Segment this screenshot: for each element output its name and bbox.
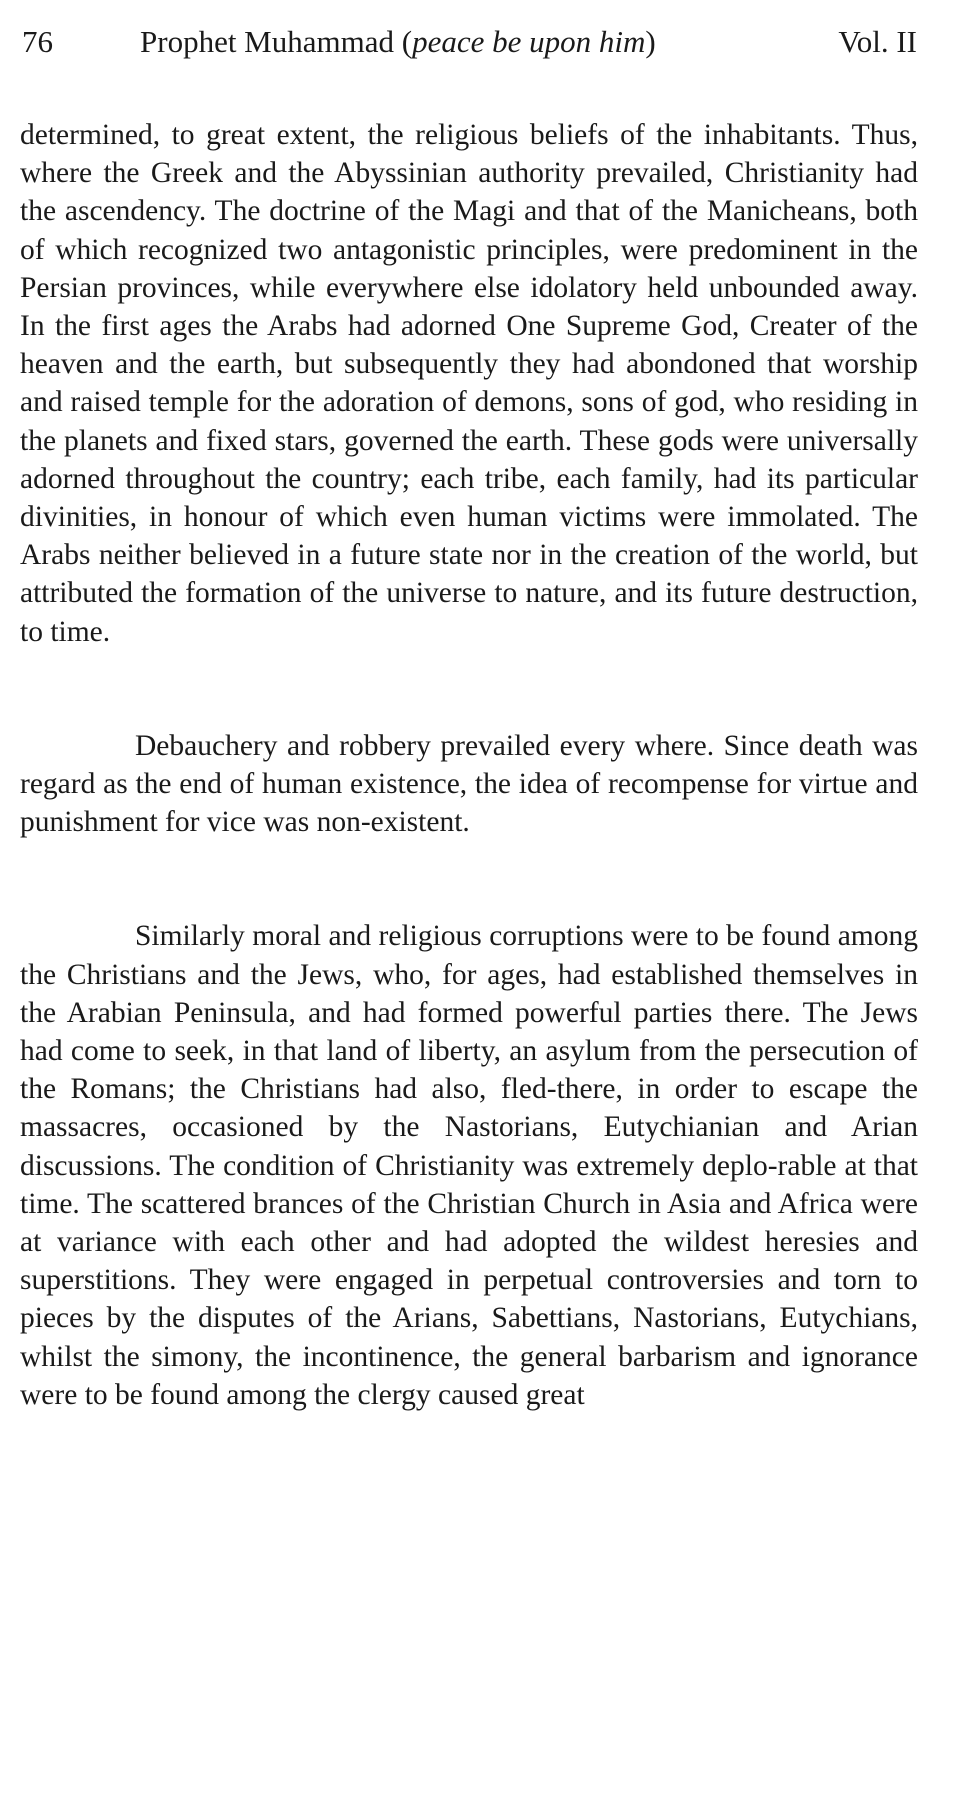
body-text: [20, 116, 918, 1414]
paragraph-1: determined, to great extent, the religious beliefs of the inhabitants. Thus, where the Greek and the Abyssinian authority prevailed, Christianity had the ascendency. The doctrine of the Magi and that of the Manicheans, both of which recognized two antagonistic principles, were predominent in the Persian provinces, while everywhere else idolatory held unbounded away. In the first ages the Arabs had adorned One Supreme God, Creater of the heaven and the earth, but subsequently they had abondoned that worship and raised temple for the adoration of demons, sons of god, who residing in the planets and fixed stars, governed the earth. These gods were universally adorned throughout the country; each tribe, each family, had its particular divinities, in honour of which even human victims were immolated. The Arabs neither believed in a future state nor in the creation of the world, but attributed the formation of the universe to nature, and its future destruction, to time.: [20, 119, 918, 648]
running-title-prefix: Prophet Muhammad (: [140, 24, 413, 59]
running-title-suffix: ): [645, 24, 656, 59]
running-title: [140, 20, 656, 64]
paragraph-3: Similarly moral and religious corruptions were to be found among the Christians and the Jews, who, for ages, had established themselves in the Arabian Peninsula, and had formed powerful parties there. The Jews had come to seek, in that land of liberty, an asylum from the persecution of the Romans; the Christians had also, fled-there, in order to escape the massacres, occasioned by the Nastorians, Eutychianian and Arian discussions. The condition of Christianity was extremely deplo-rable at that time. The scattered brances of the Christian Church in Asia and Africa were at variance with each other and had adopted the wildest heresies and superstitions. They were engaged in perpetual controversies and torn to pieces by the disputes of the Arians, Sabettians, Nastorians, Eutychians, whilst the simony, the incontinence, the general barbarism and ignorance were to be found among the clergy caused great: [20, 920, 918, 1411]
volume-label: Vol. II: [838, 24, 917, 59]
running-title-italic: peace be upon him: [412, 24, 646, 59]
running-header: [22, 20, 917, 64]
page-number: 76: [22, 24, 53, 59]
paragraph-2: Debauchery and robbery prevailed every where. Since death was regard as the end of human existence, the idea of recompense for virtue and punishment for vice was non-existent.: [20, 729, 918, 839]
